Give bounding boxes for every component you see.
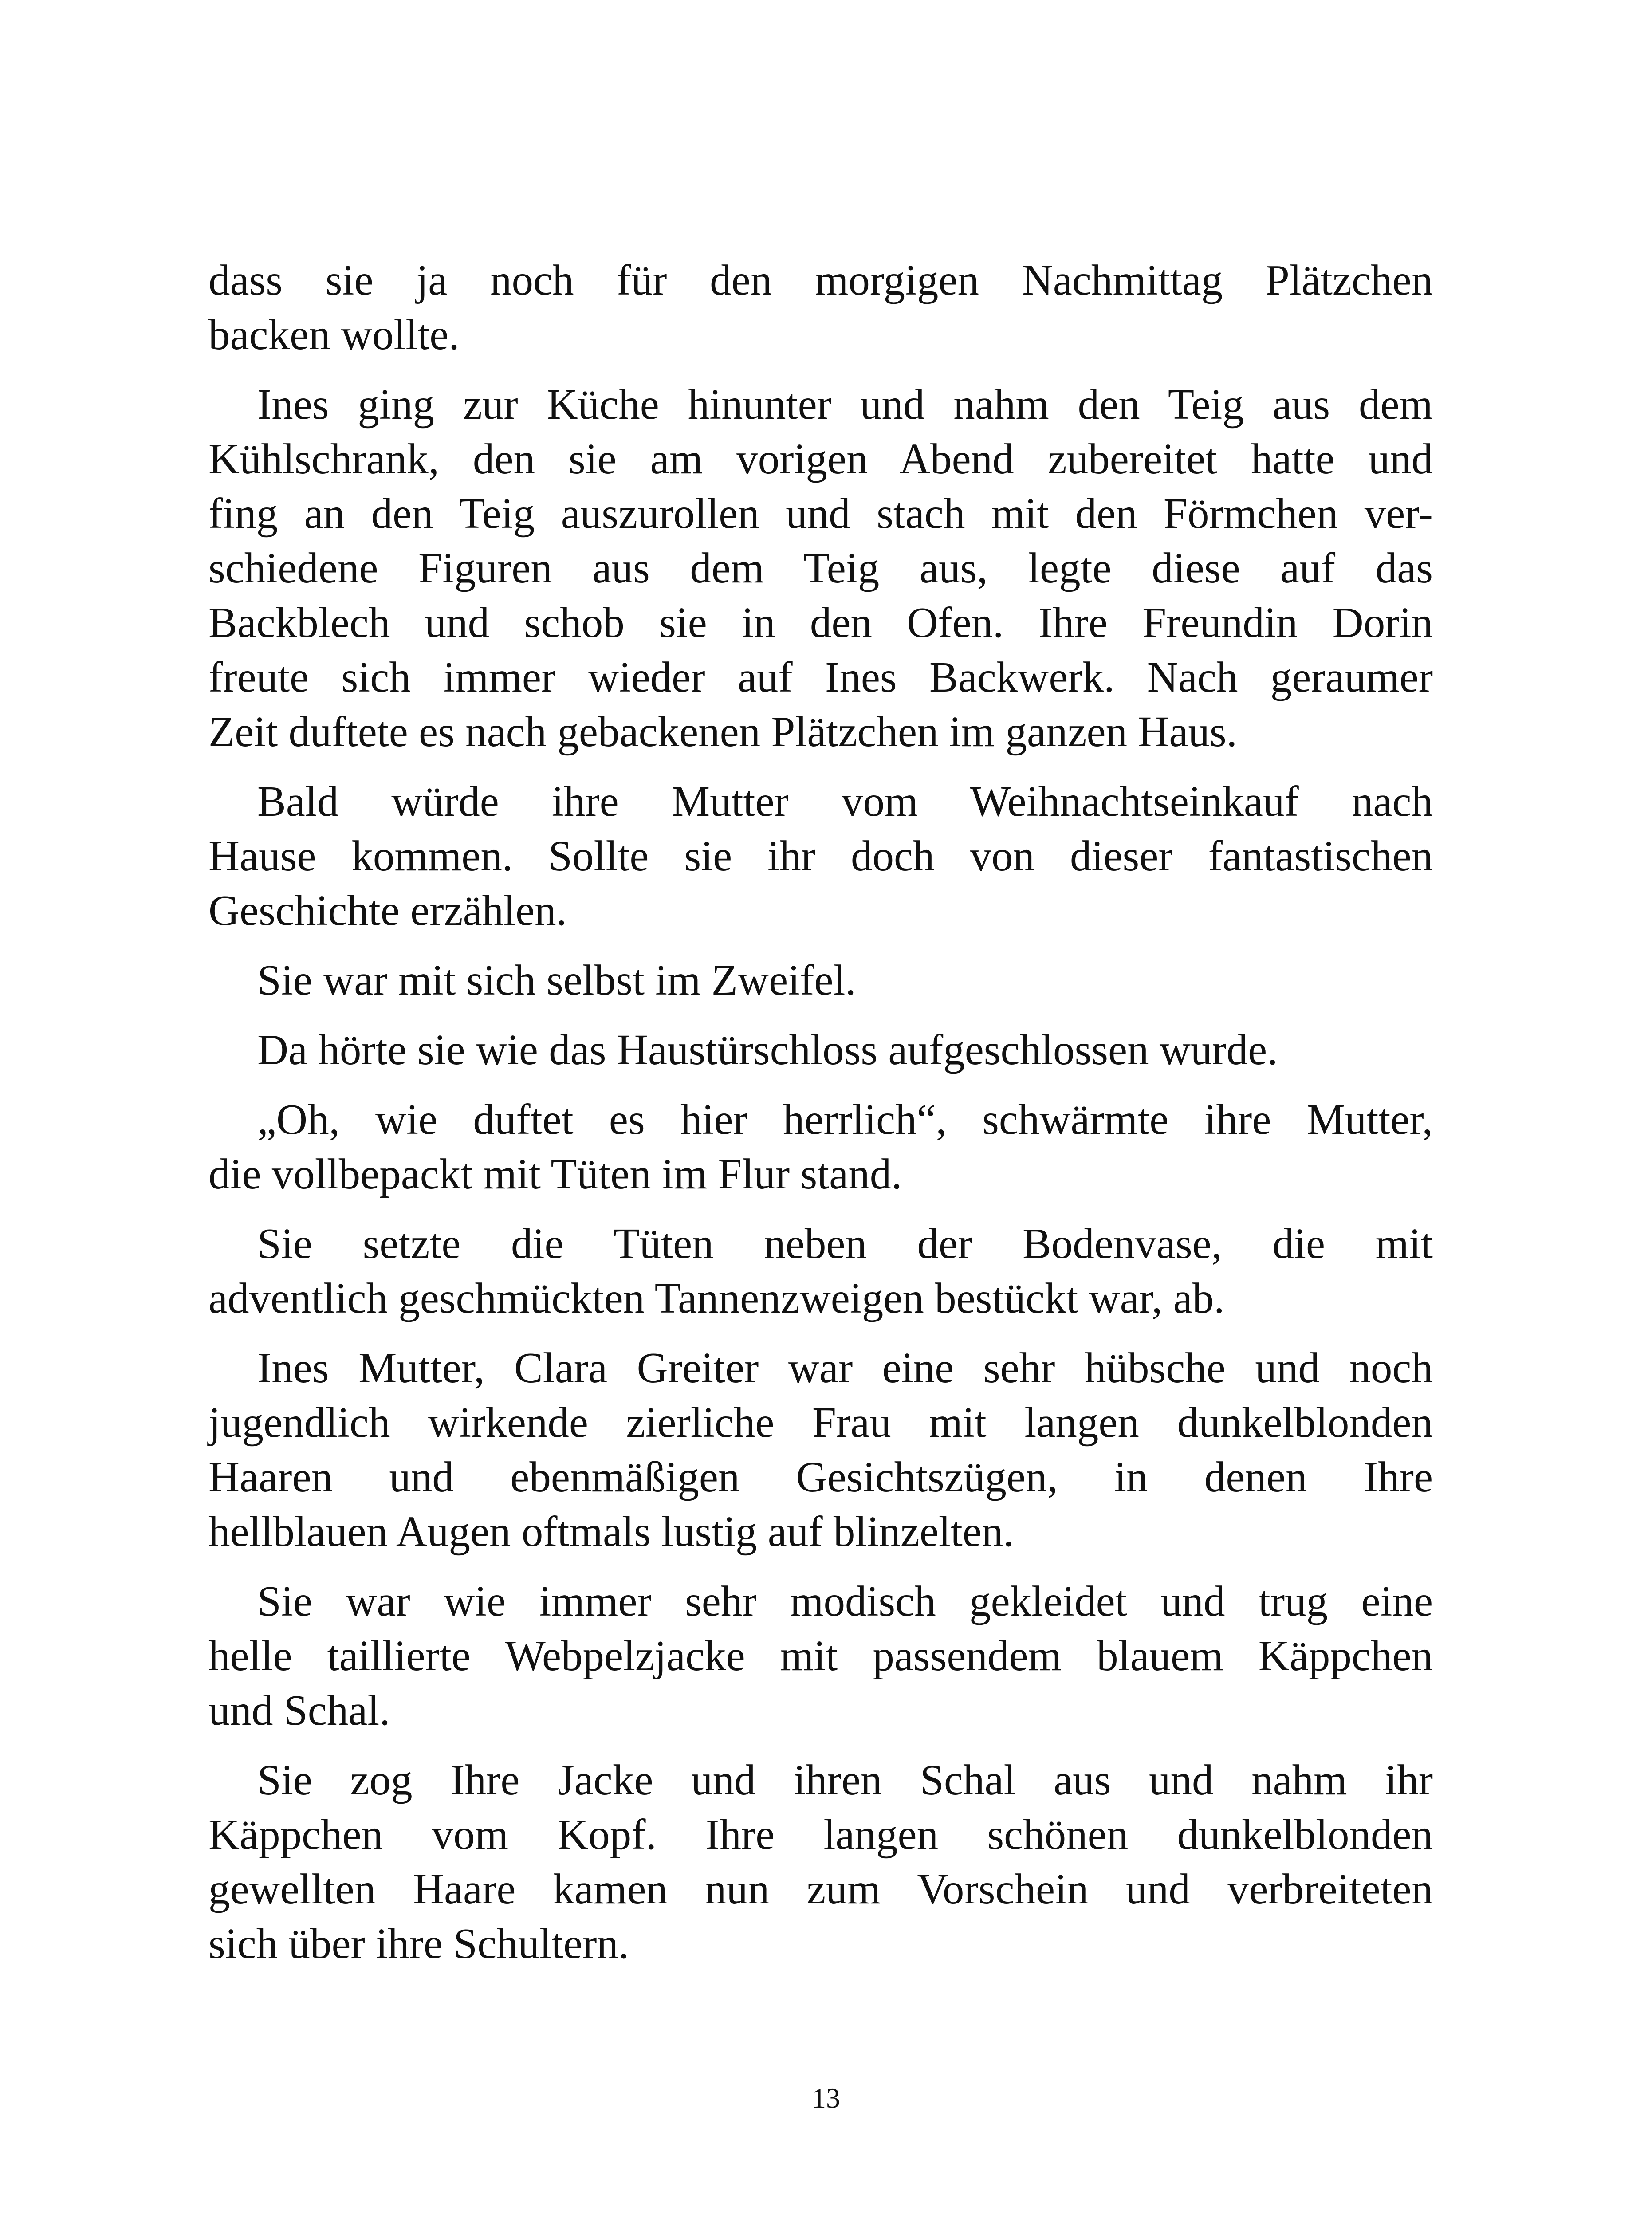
text-line: Zeit duftete es nach gebackenen Plätzchen im ganzen Haus. bbox=[208, 708, 1237, 755]
text-line: sich über ihre Schultern. bbox=[208, 1920, 629, 1967]
text-line: adventlich geschmückten Tannenzweigen bestückt war, ab. bbox=[208, 1274, 1225, 1322]
text-line: Sie zog Ihre Jacke und ihren Schal aus und nahm ihr bbox=[257, 1756, 1433, 1804]
paragraph bbox=[208, 953, 1433, 1007]
paragraph bbox=[208, 253, 1433, 362]
paragraph bbox=[208, 377, 1433, 759]
text-line: und Schal. bbox=[208, 1687, 390, 1734]
text-line: Bald würde ihre Mutter vom Weihnachtseinkauf nach bbox=[257, 778, 1433, 825]
text-line: dass sie ja noch für den morgigen Nachmittag Plätzchen bbox=[208, 256, 1433, 304]
text-line: jugendlich wirkende zierliche Frau mit langen dunkelblonden bbox=[208, 1399, 1433, 1446]
text-line: Käppchen vom Kopf. Ihre langen schönen dunkelblonden bbox=[208, 1811, 1433, 1858]
body-text bbox=[208, 253, 1433, 1986]
text-line: helle taillierte Webpelzjacke mit passendem blauem Käppchen bbox=[208, 1632, 1433, 1679]
text-line: „Oh, wie duftet es hier herrlich“, schwärmte ihre Mutter, bbox=[257, 1096, 1433, 1143]
paragraph bbox=[208, 1574, 1433, 1738]
text-line: Sie setzte die Tüten neben der Bodenvase, die mit bbox=[257, 1220, 1433, 1267]
text-line: Ines ging zur Küche hinunter und nahm den Teig aus dem bbox=[257, 381, 1433, 428]
paragraph bbox=[208, 1092, 1433, 1201]
text-line: Hause kommen. Sollte sie ihr doch von dieser fantastischen bbox=[208, 832, 1433, 880]
text-line: Ines Mutter, Clara Greiter war eine sehr hübsche und noch bbox=[257, 1344, 1433, 1392]
text-line: freute sich immer wieder auf Ines Backwerk. Nach geraumer bbox=[208, 653, 1433, 701]
paragraph bbox=[208, 774, 1433, 938]
paragraph bbox=[208, 1341, 1433, 1559]
text-line: Kühlschrank, den sie am vorigen Abend zubereitet hatte und bbox=[208, 435, 1433, 483]
text-line: die vollbepackt mit Tüten im Flur stand. bbox=[208, 1150, 902, 1198]
text-line: gewellten Haare kamen nun zum Vorschein und verbreiteten bbox=[208, 1865, 1433, 1913]
text-line: Sie war wie immer sehr modisch gekleidet und trug eine bbox=[257, 1577, 1433, 1625]
text-line: Geschichte erzählen. bbox=[208, 887, 567, 934]
page-number: 13 bbox=[812, 2082, 840, 2114]
paragraph bbox=[208, 1753, 1433, 1971]
text-line: Haaren und ebenmäßigen Gesichtszügen, in denen Ihre bbox=[208, 1453, 1433, 1501]
text-line: hellblauen Augen oftmals lustig auf blinzelten. bbox=[208, 1508, 1014, 1555]
text-line: Backblech und schob sie in den Ofen. Ihre Freundin Dorin bbox=[208, 599, 1433, 646]
text-line: backen wollte. bbox=[208, 311, 460, 358]
text-line: fing an den Teig auszurollen und stach mit den Förmchen ver- bbox=[208, 490, 1433, 537]
text-line: Da hörte sie wie das Haustürschloss aufgeschlossen wurde. bbox=[257, 1026, 1278, 1074]
text-line: schiedene Figuren aus dem Teig aus, legte diese auf das bbox=[208, 544, 1433, 592]
text-line: Sie war mit sich selbst im Zweifel. bbox=[257, 956, 856, 1004]
paragraph bbox=[208, 1022, 1433, 1077]
paragraph bbox=[208, 1216, 1433, 1325]
